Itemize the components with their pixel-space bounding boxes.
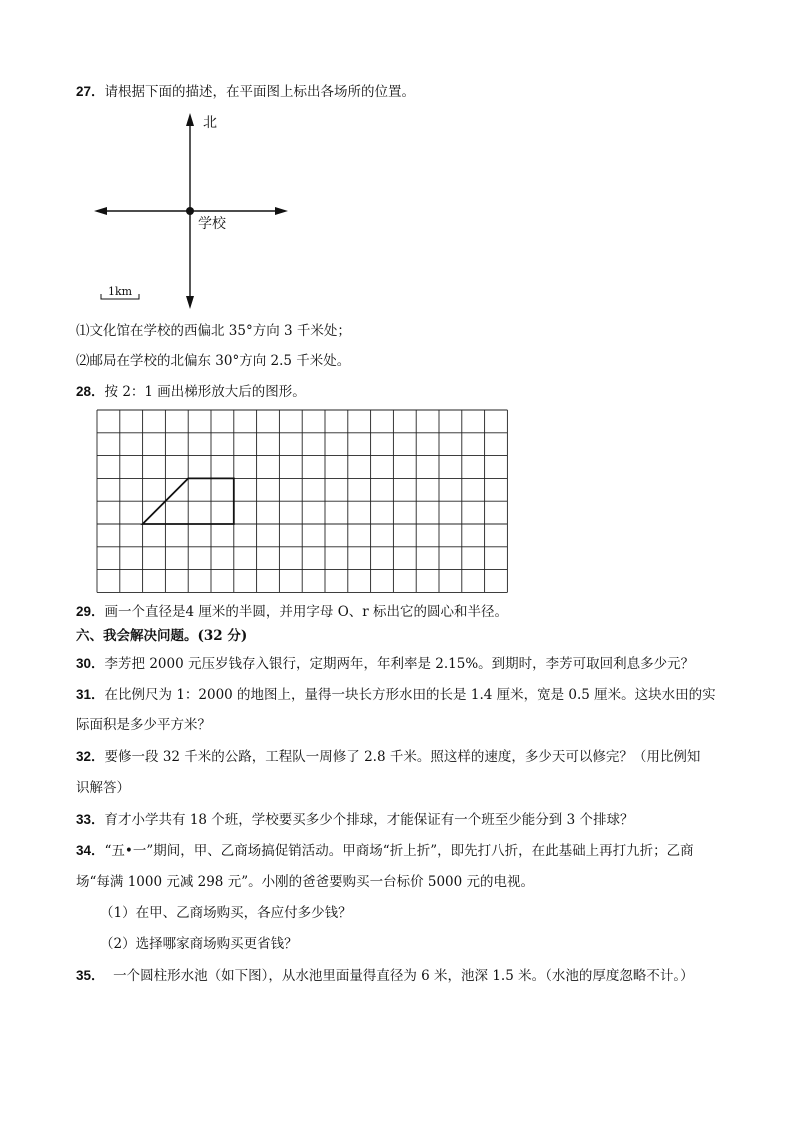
q34-number: 34．	[76, 843, 105, 858]
q27-number: 27．	[76, 84, 105, 99]
q30-number: 30．	[76, 656, 105, 671]
q29-question	[76, 603, 508, 621]
q31-number: 31．	[76, 687, 105, 702]
q35-question	[76, 967, 694, 985]
north-label: 北	[203, 115, 217, 131]
section-6-heading: 六、我会解决问题。(32 分)	[76, 628, 248, 644]
q34-line-2: 场“每满 1000 元减 298 元”。小刚的爸爸要购买一台标价 5000 元的电视。	[76, 874, 535, 890]
q30-question	[76, 655, 694, 673]
q28-text: 按 2：1 画出梯形放大后的图形。	[104, 384, 306, 400]
q34-line-1: “五•一”期间，甲、乙商场搞促销活动。甲商场“折上折”，即先打八折，在此基础上再打九折；乙商	[104, 843, 694, 859]
q33-text: 育才小学共有 18 个班，学校要买多少个排球，才能保证有一个班至少能分到 3 个排球？	[104, 812, 634, 828]
q32-number: 32．	[76, 749, 105, 764]
q32-line-2: 识解答）	[76, 780, 130, 796]
q28-number: 28．	[76, 384, 105, 399]
q34-sub-1: （1）在甲、乙商场购买，各应付多少钱？	[100, 905, 352, 921]
q29-number: 29．	[76, 604, 105, 619]
q35-text: 一个圆柱形水池（如下图），从水池里面量得直径为 6 米，池深 1.5 米。（水池的厚度忽略不计。）	[104, 968, 694, 984]
q31-line-1: 在比例尺为 1：2000 的地图上，量得一块长方形水田的长是 1.4 厘米，宽是 0.5 厘米。这块水田的实	[104, 687, 716, 703]
school-label: 学校	[198, 216, 226, 232]
q33-number: 33．	[76, 812, 105, 827]
q27-item-1: ⑴文化馆在学校的西偏北 35°方向 3 千米处；	[76, 323, 351, 339]
q32-question	[76, 748, 700, 766]
q31-question	[76, 686, 716, 704]
q32-line-1: 要修一段 32 千米的公路，工程队一周修了 2.8 千米。照这样的速度，多少天可以修完？（用比例知	[104, 749, 701, 765]
q30-text: 李芳把 2000 元压岁钱存入银行，定期两年，年利率是 2.15%。到期时，李芳可取回利息多少元？	[104, 656, 695, 672]
q33-question	[76, 811, 633, 829]
grid-lines	[97, 410, 507, 592]
q34-sub-2: （2）选择哪家商场购买更省钱？	[100, 936, 298, 952]
scale-label: 1km	[108, 285, 133, 298]
q31-line-2: 际面积是多少平方米？	[76, 717, 211, 733]
q27-item-2: ⑵邮局在学校的北偏东 30°方向 2.5 千米处。	[76, 353, 351, 369]
q27-text: 请根据下面的描述，在平面图上标出各场所的位置。	[104, 84, 416, 100]
q34-question	[76, 842, 694, 860]
q35-number: 35．	[76, 968, 105, 983]
q29-text: 画一个直径是4 厘米的半圆，并用字母 O、r 标出它的圆心和半径。	[104, 604, 509, 620]
